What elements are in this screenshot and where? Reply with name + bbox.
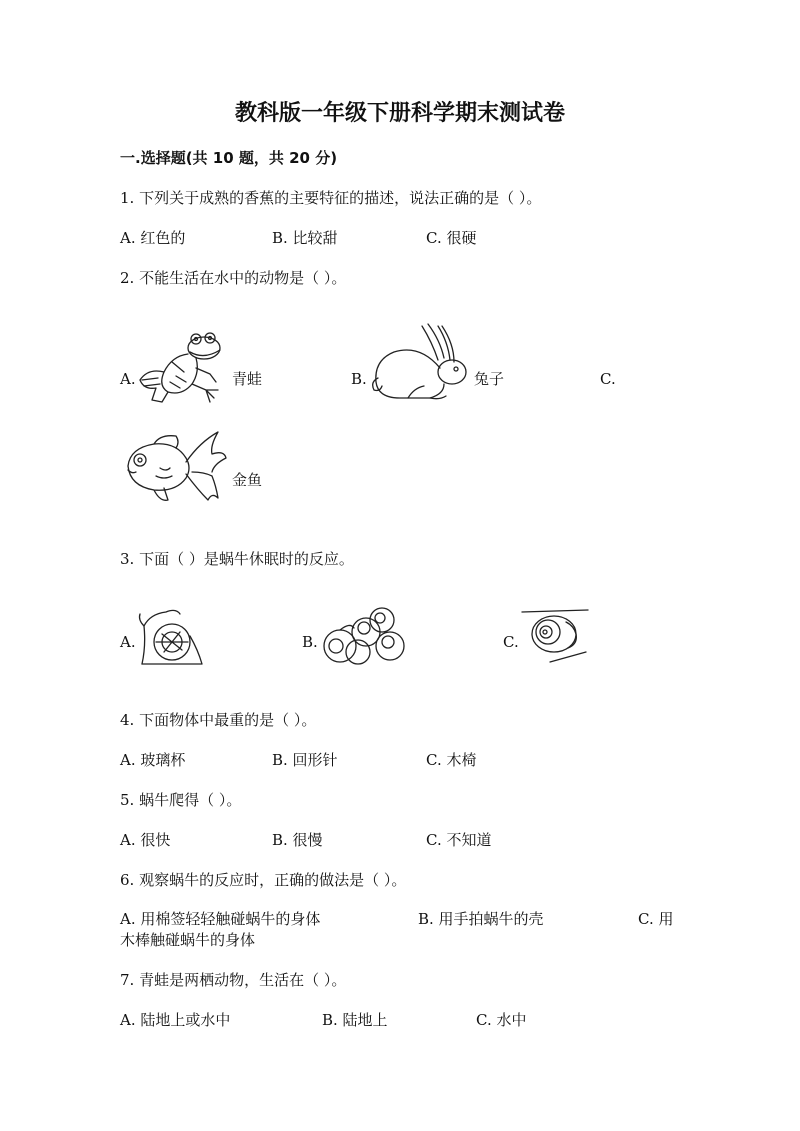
question-4-option-b[interactable]: B. 回形针 [272, 751, 338, 769]
goldfish-illustration [120, 428, 228, 504]
question-5-option-a[interactable]: A. 很快 [120, 831, 171, 849]
question-2-stem: 2. 不能生活在水中的动物是（ ）。 [120, 269, 347, 287]
frog-illustration [134, 328, 226, 406]
question-7-option-b[interactable]: B. 陆地上 [322, 1011, 388, 1029]
section-heading: 一.选择题(共 10 题，共 20 分) [120, 149, 338, 167]
question-1-option-b[interactable]: B. 比较甜 [272, 229, 338, 247]
question-5-stem: 5. 蜗牛爬得（ ）。 [120, 791, 242, 809]
question-6-option-b[interactable]: B. 用手拍蜗牛的壳 [418, 910, 544, 928]
question-7-stem: 7. 青蛙是两栖动物，生活在（ ）。 [120, 971, 347, 989]
question-2-option-b[interactable]: B. [351, 370, 367, 388]
question-2-option-a[interactable]: A. [120, 370, 136, 388]
snail-on-branch-illustration [520, 606, 590, 666]
question-4-stem: 4. 下面物体中最重的是（ ）。 [120, 711, 317, 729]
question-5-option-c[interactable]: C. 不知道 [426, 831, 492, 849]
question-7-option-c[interactable]: C. 水中 [476, 1011, 527, 1029]
question-4-option-a[interactable]: A. 玻璃杯 [120, 751, 186, 769]
question-1-option-c[interactable]: C. 很硬 [426, 229, 477, 247]
question-6-option-c[interactable]: C. 用 [638, 910, 674, 928]
page-title: 教科版一年级下册科学期末测试卷 [234, 101, 565, 126]
question-2-label-b: 兔子 [474, 370, 505, 388]
question-3-option-a[interactable]: A. [120, 633, 136, 651]
snail-group-illustration [320, 602, 410, 668]
question-3-stem: 3. 下面（ ）是蜗牛休眠时的反应。 [120, 550, 354, 568]
question-6-stem: 6. 观察蜗牛的反应时，正确的做法是（ ）。 [120, 871, 407, 889]
question-1-stem: 1. 下列关于成熟的香蕉的主要特征的描述，说法正确的是（ ）。 [120, 189, 542, 207]
snail-retracting-illustration [136, 606, 208, 668]
question-4-option-c[interactable]: C. 木椅 [426, 751, 477, 769]
question-2-label-a: 青蛙 [232, 370, 263, 388]
question-2-label-c: 金鱼 [232, 471, 263, 489]
question-6-option-c-continued[interactable]: 木棒触碰蜗牛的身体 [120, 931, 256, 949]
rabbit-illustration [370, 322, 470, 402]
question-1-option-a[interactable]: A. 红色的 [120, 229, 186, 247]
question-5-option-b[interactable]: B. 很慢 [272, 831, 323, 849]
question-3-option-c[interactable]: C. [503, 633, 519, 651]
question-3-option-b[interactable]: B. [302, 633, 318, 651]
question-6-option-a[interactable]: A. 用棉签轻轻触碰蜗牛的身体 [120, 910, 321, 928]
question-2-option-c[interactable]: C. [600, 370, 616, 388]
question-7-option-a[interactable]: A. 陆地上或水中 [120, 1011, 231, 1029]
